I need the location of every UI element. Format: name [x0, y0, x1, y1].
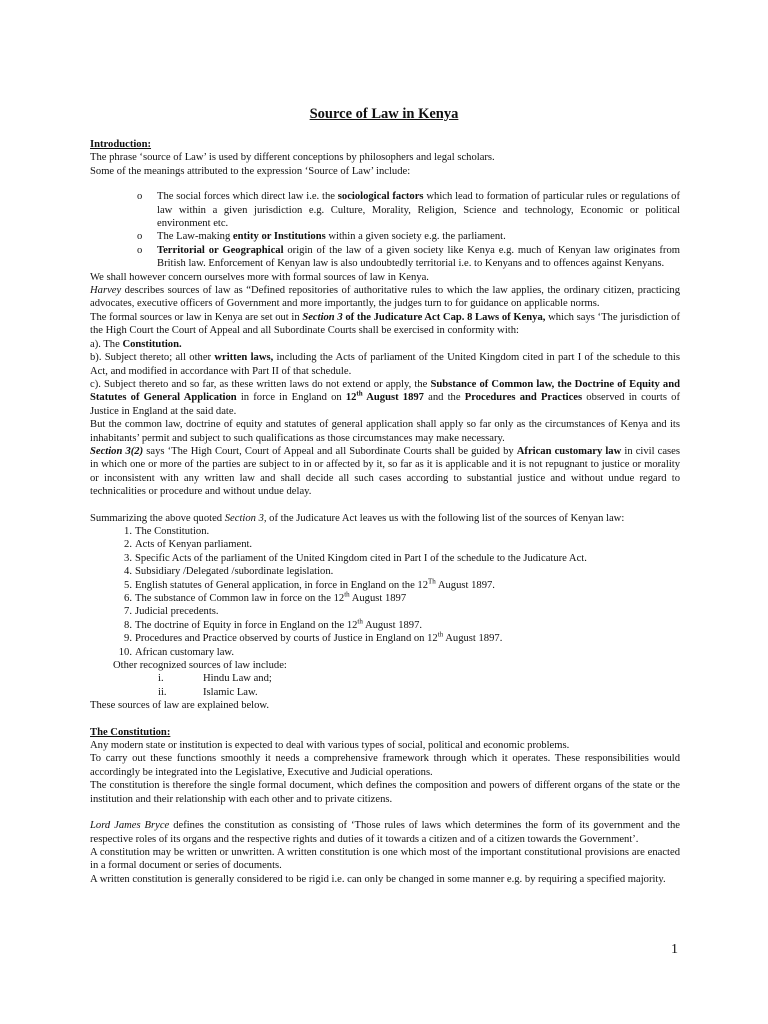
sources-list [90, 525, 680, 659]
list-item: 7. Judicial precedents. [124, 606, 219, 618]
list-item: 1. The Constitution. [124, 525, 210, 537]
paragraph: Any modern state or institution is expected to deal with various types of social, political and economic problems. [90, 740, 570, 752]
paragraph: These sources of law are explained below. [90, 700, 270, 712]
paragraph: The formal sources or law in Kenya are set out in Section 3 of the Judicature Act Cap. 8 Laws of Kenya, which says ‘The jurisdiction of the High Court the Court of Appeal and all Subordinate Courts shall be exercised in conformity with: [90, 311, 680, 337]
paragraph: We shall however concern ourselves more with formal sources of law in Kenya. [90, 271, 429, 283]
list-item-a: a). The Constitution. [90, 338, 182, 350]
paragraph: Other recognized sources of law include: [113, 660, 287, 672]
paragraph: But the common law, doctrine of equity and statutes of general application shall apply so far only as the circumstances of Kenya and its inhabitants’ permit and subject to such qualifications as those circumstances may make necessary. [90, 419, 680, 444]
paragraph: A constitution may be written or unwritten. A written constitution is one which most of the important constitutional provisions are enacted in a formal document or series of documents. [90, 846, 680, 872]
paragraph: A written constitution is generally considered to be rigid i.e. can only be changed in some manner e.g. by requiring a specified majority. [90, 873, 666, 885]
list-item-b: b). Subject thereto; all other written laws, including the Acts of parliament of the United Kingdom cited in part I of the schedule to this Act, and modified in accordance with Part II of that schedule. [90, 352, 680, 377]
list-item: i. Hindu Law and; [158, 673, 272, 685]
paragraph: To carry out these functions smoothly it needs a comprehensive framework through which it operates. These responsibilities would accordingly be integrated into the Legislative, Executive and Judicial operations. [90, 753, 680, 778]
list-item: 6. The substance of Common law in force on the 12th August 1897 [124, 590, 407, 604]
page-title: Source of Law in Kenya [309, 106, 459, 122]
intro-paragraph: The phrase ‘source of Law’ is used by different conceptions by philosophers and legal scholars. [90, 152, 495, 164]
list-item: 5. English statutes of General application, in force in England on the 12Th August 1897. [124, 577, 495, 591]
section-heading-constitution: The Constitution: [90, 726, 171, 738]
bullet-item: o The social forces which direct law i.e. the sociological factors which lead to formation of particular rules or regulations of law within a given jurisdiction e.g. Culture, Morality, Religion, Science and technology, Economic or political environment etc. [90, 190, 680, 230]
list-item-c: c). Subject thereto and so far, as these written laws do not extend or apply, the Substance of Common law, the Doctrine of Equity and Statutes of General Application in force in England on 12th August 1897 and the Procedures and Practices observed in courts of Justice in England at the said date. [90, 378, 680, 417]
bullet-list [90, 190, 680, 270]
intro-paragraph: Some of the meanings attributed to the expression ‘Source of Law’ include: [90, 165, 411, 177]
paragraph: The constitution is therefore the single formal document, which defines the composition and powers of different organs of the state or the institution and their relationship with each other and to private citizens. [90, 780, 680, 805]
list-item: 10. African customary law. [118, 646, 235, 658]
list-item: 4. Subsidiary /Delegated /subordinate legislation. [124, 566, 334, 578]
list-item: 9. Procedures and Practice observed by courts of Justice in England on 12th August 1897. [124, 630, 503, 645]
section-heading-introduction: Introduction: [90, 139, 152, 150]
bullet-item: o The Law-making entity or Institutions within a given society e.g. the parliament. [90, 230, 680, 243]
paragraph: Harvey describes sources of law as “Defined repositories of authoritative rules to which the law applies, the ordinary citizen, practicing advocates, executive officers of Government and more importantly, the judges turn to for guidance on applicable norms. [90, 285, 680, 310]
bullet-item: o Territorial or Geographical origin of the law of a given society like Kenya e.g. much of Kenyan law originates from British law. Enforcement of Kenyan law is also undoubtedly territorial i.e. to Kenyans and to offences against Kenyans. [90, 244, 680, 271]
paragraph: Summarizing the above quoted Section 3, of the Judicature Act leaves us with the following list of the sources of Kenyan law: [90, 512, 625, 524]
list-item: 3. Specific Acts of the parliament of the United Kingdom cited in Part I of the schedule to the Judicature Act. [124, 552, 587, 564]
list-item: 2. Acts of Kenyan parliament. [124, 539, 253, 551]
list-item: ii. Islamic Law. [158, 686, 258, 698]
document-body [90, 138, 680, 886]
paragraph: Lord James Bryce defines the constitution as consisting of ‘Those rules of laws which determines the form of its government and the respective roles of its organs and the respective rights and duties of it towards a citizen and of a citizen towards the Government’. [90, 820, 680, 845]
page-number: 1 [671, 942, 678, 957]
list-item: 8. The doctrine of Equity in force in England on the 12th August 1897. [124, 617, 423, 631]
paragraph: Section 3(2) says ‘The High Court, Court of Appeal and all Subordinate Courts shall be guided by African customary law in civil cases in which one or more of the parties are subject to in or affected by it, so far as it is applicable and it is not repugnant to justice or morality or inconsistent with any written law and shall decide all such cases according to substantial justice and without undue regard to technicalities or procedure and without undue delay. [90, 445, 681, 498]
